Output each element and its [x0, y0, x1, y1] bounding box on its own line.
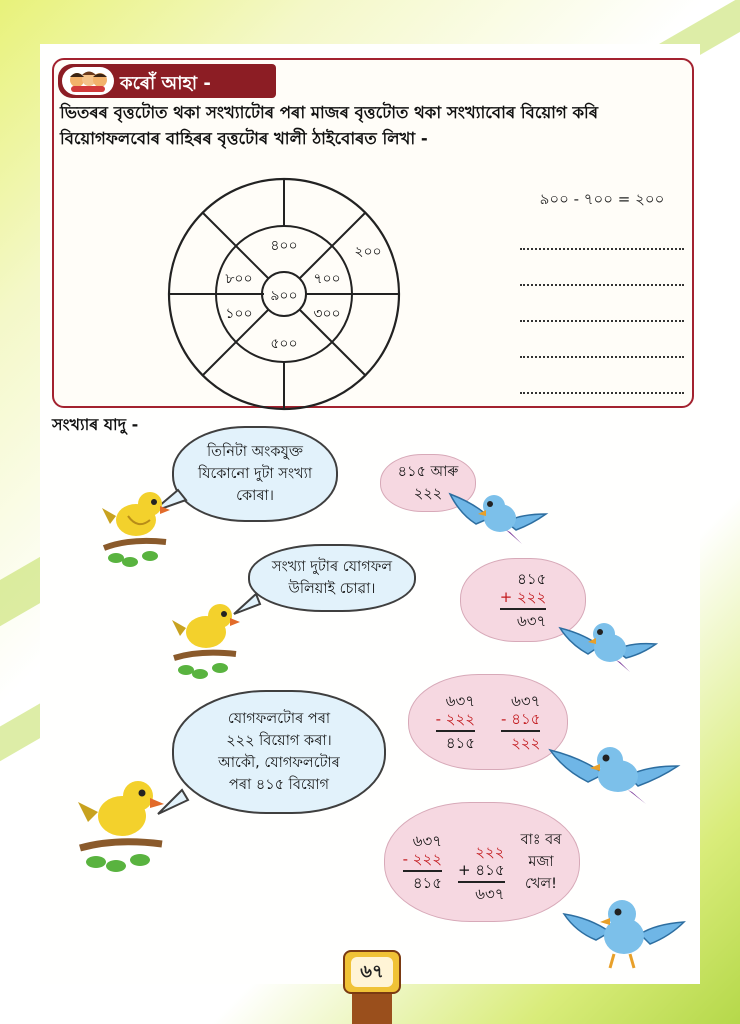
middle-number: ১০০ — [225, 306, 253, 322]
subtraction-sum — [403, 832, 442, 892]
page-number-sign — [343, 950, 401, 994]
answer-area — [520, 188, 684, 394]
bubble-line: আকৌ, যোগফলটোৰ — [218, 755, 340, 771]
outer-number: ২০০ — [354, 244, 382, 260]
speech-bubble-step3 — [172, 690, 386, 814]
bubble-line: খেল! — [524, 876, 557, 892]
addition-sum — [500, 570, 547, 630]
page-number: ৬৭ — [351, 957, 393, 987]
blue-bird-icon — [556, 612, 660, 676]
bubble-line: কোৰা। — [236, 488, 274, 504]
subtraction-sum — [436, 692, 475, 752]
sum-operand: - ৪১৫ — [501, 710, 541, 728]
number-wheel — [166, 176, 402, 412]
sum-result: ৬৩৭ — [475, 885, 505, 903]
sum-result: ৪১৫ — [412, 874, 443, 892]
sum-result: ২২২ — [511, 734, 541, 752]
sum-top: ২২২ — [475, 843, 505, 861]
sum-top: ৪১৫ — [517, 570, 547, 588]
yellow-bird-icon — [76, 774, 166, 878]
answer-blank-line[interactable] — [520, 322, 684, 358]
bubble-line: উলিয়াই চোৱা। — [288, 581, 376, 597]
speech-bubble-reply4 — [384, 802, 580, 922]
yellow-bird-icon — [170, 600, 242, 684]
bubble-line: বাঃ বৰ — [520, 832, 562, 848]
sum-top: ৬৩৭ — [511, 692, 541, 710]
yellow-bird-icon — [100, 486, 172, 572]
middle-number: ৫০০ — [270, 336, 298, 352]
children-icon — [62, 67, 114, 95]
middle-number: ৭০০ — [313, 271, 341, 287]
bubble-line: ২২২ বিয়োগ কৰা। — [226, 733, 332, 749]
bubble-line: পৰা ৪১৫ বিয়োগ — [229, 777, 329, 793]
activity-badge — [58, 64, 276, 98]
sum-result: ৪১৫ — [445, 734, 476, 752]
sum-top: ৬৩৭ — [412, 832, 443, 850]
sum-operand: + ২২২ — [499, 588, 547, 606]
speech-bubble-step2 — [248, 544, 416, 612]
answer-blank-line[interactable] — [520, 250, 684, 286]
bubble-line: সংখ্যা দুটাৰ যোগফল — [271, 559, 393, 575]
addition-sum — [458, 843, 505, 903]
bubble-line: যিকোনো দুটা সংখ্যা — [197, 466, 313, 482]
sum-operand: - ২২২ — [435, 710, 476, 728]
answer-blank-line[interactable] — [520, 214, 684, 250]
activity-instruction: ভিতৰৰ বৃত্তটোত থকা সংখ্যাটোৰ পৰা মাজৰ বৃত্তটোত থকা সংখ্যাবোৰ বিয়োগ কৰি বিয়োগফলবোৰ বাহিৰৰ বৃত্তটোৰ খালী ঠাইবোৰত লিখা - — [60, 103, 599, 148]
speech-bubble-reply3 — [408, 674, 568, 770]
middle-number: ৩০০ — [313, 306, 341, 322]
blue-bird-icon — [560, 892, 688, 972]
subtraction-sum — [501, 692, 540, 752]
bubble-line: ৪১৫ আৰু — [397, 464, 459, 480]
bubble-line: তিনিটা অংকযুক্ত — [207, 444, 303, 460]
blue-bird-icon — [546, 736, 682, 806]
exclamation-text — [521, 829, 562, 895]
sum-top: ৬৩৭ — [445, 692, 476, 710]
center-number: ৯০০ — [270, 288, 298, 304]
bubble-line: মজা — [528, 854, 554, 870]
middle-number: ৪০০ — [270, 238, 298, 254]
answer-blank-line[interactable] — [520, 358, 684, 394]
bubble-line: যোগফলটোৰ পৰা — [227, 711, 331, 727]
blue-bird-icon — [446, 484, 550, 548]
example-answer: ৯০০ - ৭০০ = ২০০ — [539, 190, 665, 208]
middle-number: ৮০০ — [225, 271, 253, 287]
activity-title: কৰোঁ আহা - — [120, 73, 211, 94]
activity-box — [52, 58, 694, 408]
speech-bubble-step1 — [172, 426, 338, 522]
answer-blank-line[interactable] — [520, 286, 684, 322]
sum-result: ৬৩৭ — [517, 612, 547, 630]
sum-operand: - ২২২ — [402, 850, 443, 868]
section-title: সংখ্যাৰ যাদু - — [52, 415, 139, 434]
sum-operand: + ৪১৫ — [458, 861, 505, 879]
bubble-line: ২২২ — [413, 486, 443, 502]
